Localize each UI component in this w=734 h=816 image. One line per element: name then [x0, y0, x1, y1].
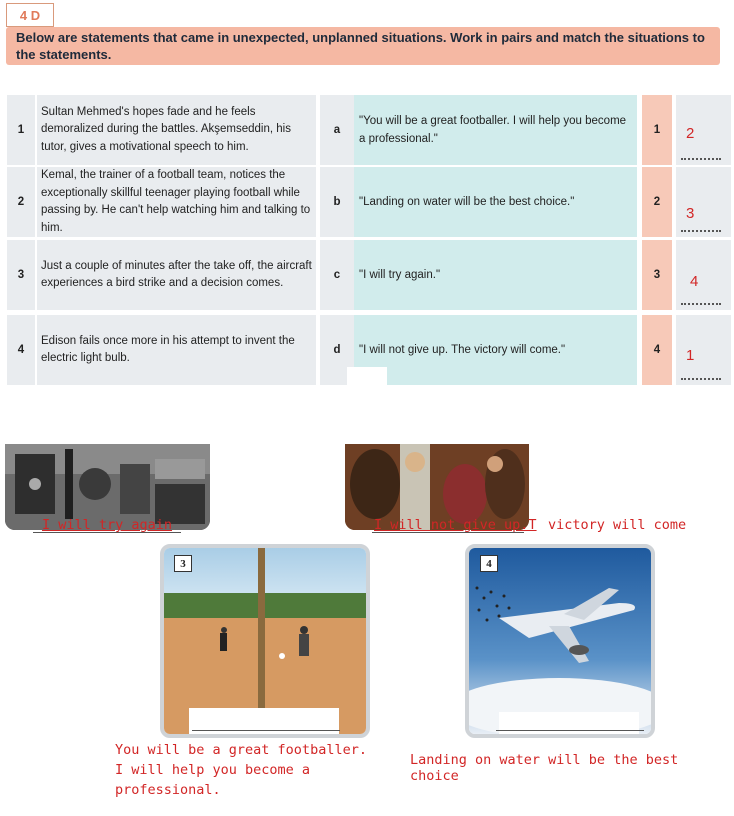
- caption-2b: victory will come: [548, 517, 687, 533]
- caption-1: I will try again: [42, 517, 173, 533]
- situation-number: 2: [7, 167, 35, 237]
- situation-text: Edison fails once more in his attempt to invent the electric light bulb.: [37, 315, 316, 385]
- dotted-line: [681, 230, 721, 232]
- situation-text: Kemal, the trainer of a football team, notices the exceptionally skillful teenager playing football while passing by. He can't help watching him and talking to him.: [37, 167, 316, 237]
- answer-handwritten: 2: [686, 125, 695, 142]
- caption-3: You will be a great footballer. I will help you become a professional.: [115, 742, 367, 798]
- caption-line: [496, 730, 644, 731]
- statement-letter: d: [320, 315, 354, 385]
- section-tag: 4 D: [6, 3, 54, 27]
- caption-2a: I will not give up.T: [374, 517, 537, 533]
- football-photo: [160, 544, 370, 738]
- caption-4: Landing on water will be the best choice: [410, 752, 679, 784]
- statement-text: "Landing on water will be the best choice.": [354, 167, 637, 237]
- situation-number: 1: [7, 95, 35, 165]
- situation-text: Just a couple of minutes after the take off, the aircraft experiences a bird strike and a decision comes.: [37, 240, 316, 310]
- dotted-line: [681, 303, 721, 305]
- football-illustration: [164, 548, 366, 734]
- table-row: [7, 167, 731, 237]
- white-patch: [347, 367, 387, 385]
- answer-blank[interactable]: [676, 240, 731, 310]
- picture-number: 3: [174, 555, 192, 572]
- table-row: [7, 240, 731, 310]
- answer-number: 4: [642, 315, 672, 385]
- dotted-line: [681, 158, 721, 160]
- statement-letter: b: [320, 167, 354, 237]
- answer-blank[interactable]: [676, 315, 731, 385]
- airplane-illustration: [469, 548, 651, 734]
- statement-text: "I will try again.": [354, 240, 637, 310]
- picture-number: 4: [480, 555, 498, 572]
- statement-letter: a: [320, 95, 354, 165]
- airplane-photo: [465, 544, 655, 738]
- answer-handwritten: 3: [686, 205, 695, 222]
- situation-text: Sultan Mehmed's hopes fade and he feels demoralized during the battles. Akşemseddin, his tutor, gives a motivational speech to him.: [37, 95, 316, 165]
- situation-number: 3: [7, 240, 35, 310]
- answer-blank[interactable]: [676, 95, 731, 165]
- statement-text: "I will not give up. The victory will come.": [354, 315, 637, 385]
- caption-line: [192, 730, 340, 731]
- answer-handwritten: 1: [686, 347, 695, 364]
- situation-number: 4: [7, 315, 35, 385]
- answer-blank[interactable]: [676, 167, 731, 237]
- dotted-line: [681, 378, 721, 380]
- answer-number: 1: [642, 95, 672, 165]
- answer-handwritten: 4: [690, 273, 699, 290]
- answer-number: 2: [642, 167, 672, 237]
- answer-number: 3: [642, 240, 672, 310]
- statement-text: "You will be a great footballer. I will help you become a professional.": [354, 95, 637, 165]
- statement-letter: c: [320, 240, 354, 310]
- instruction-banner: Below are statements that came in unexpected, unplanned situations. Work in pairs and match the situations to the statements.: [6, 27, 720, 65]
- table-row: [7, 95, 731, 165]
